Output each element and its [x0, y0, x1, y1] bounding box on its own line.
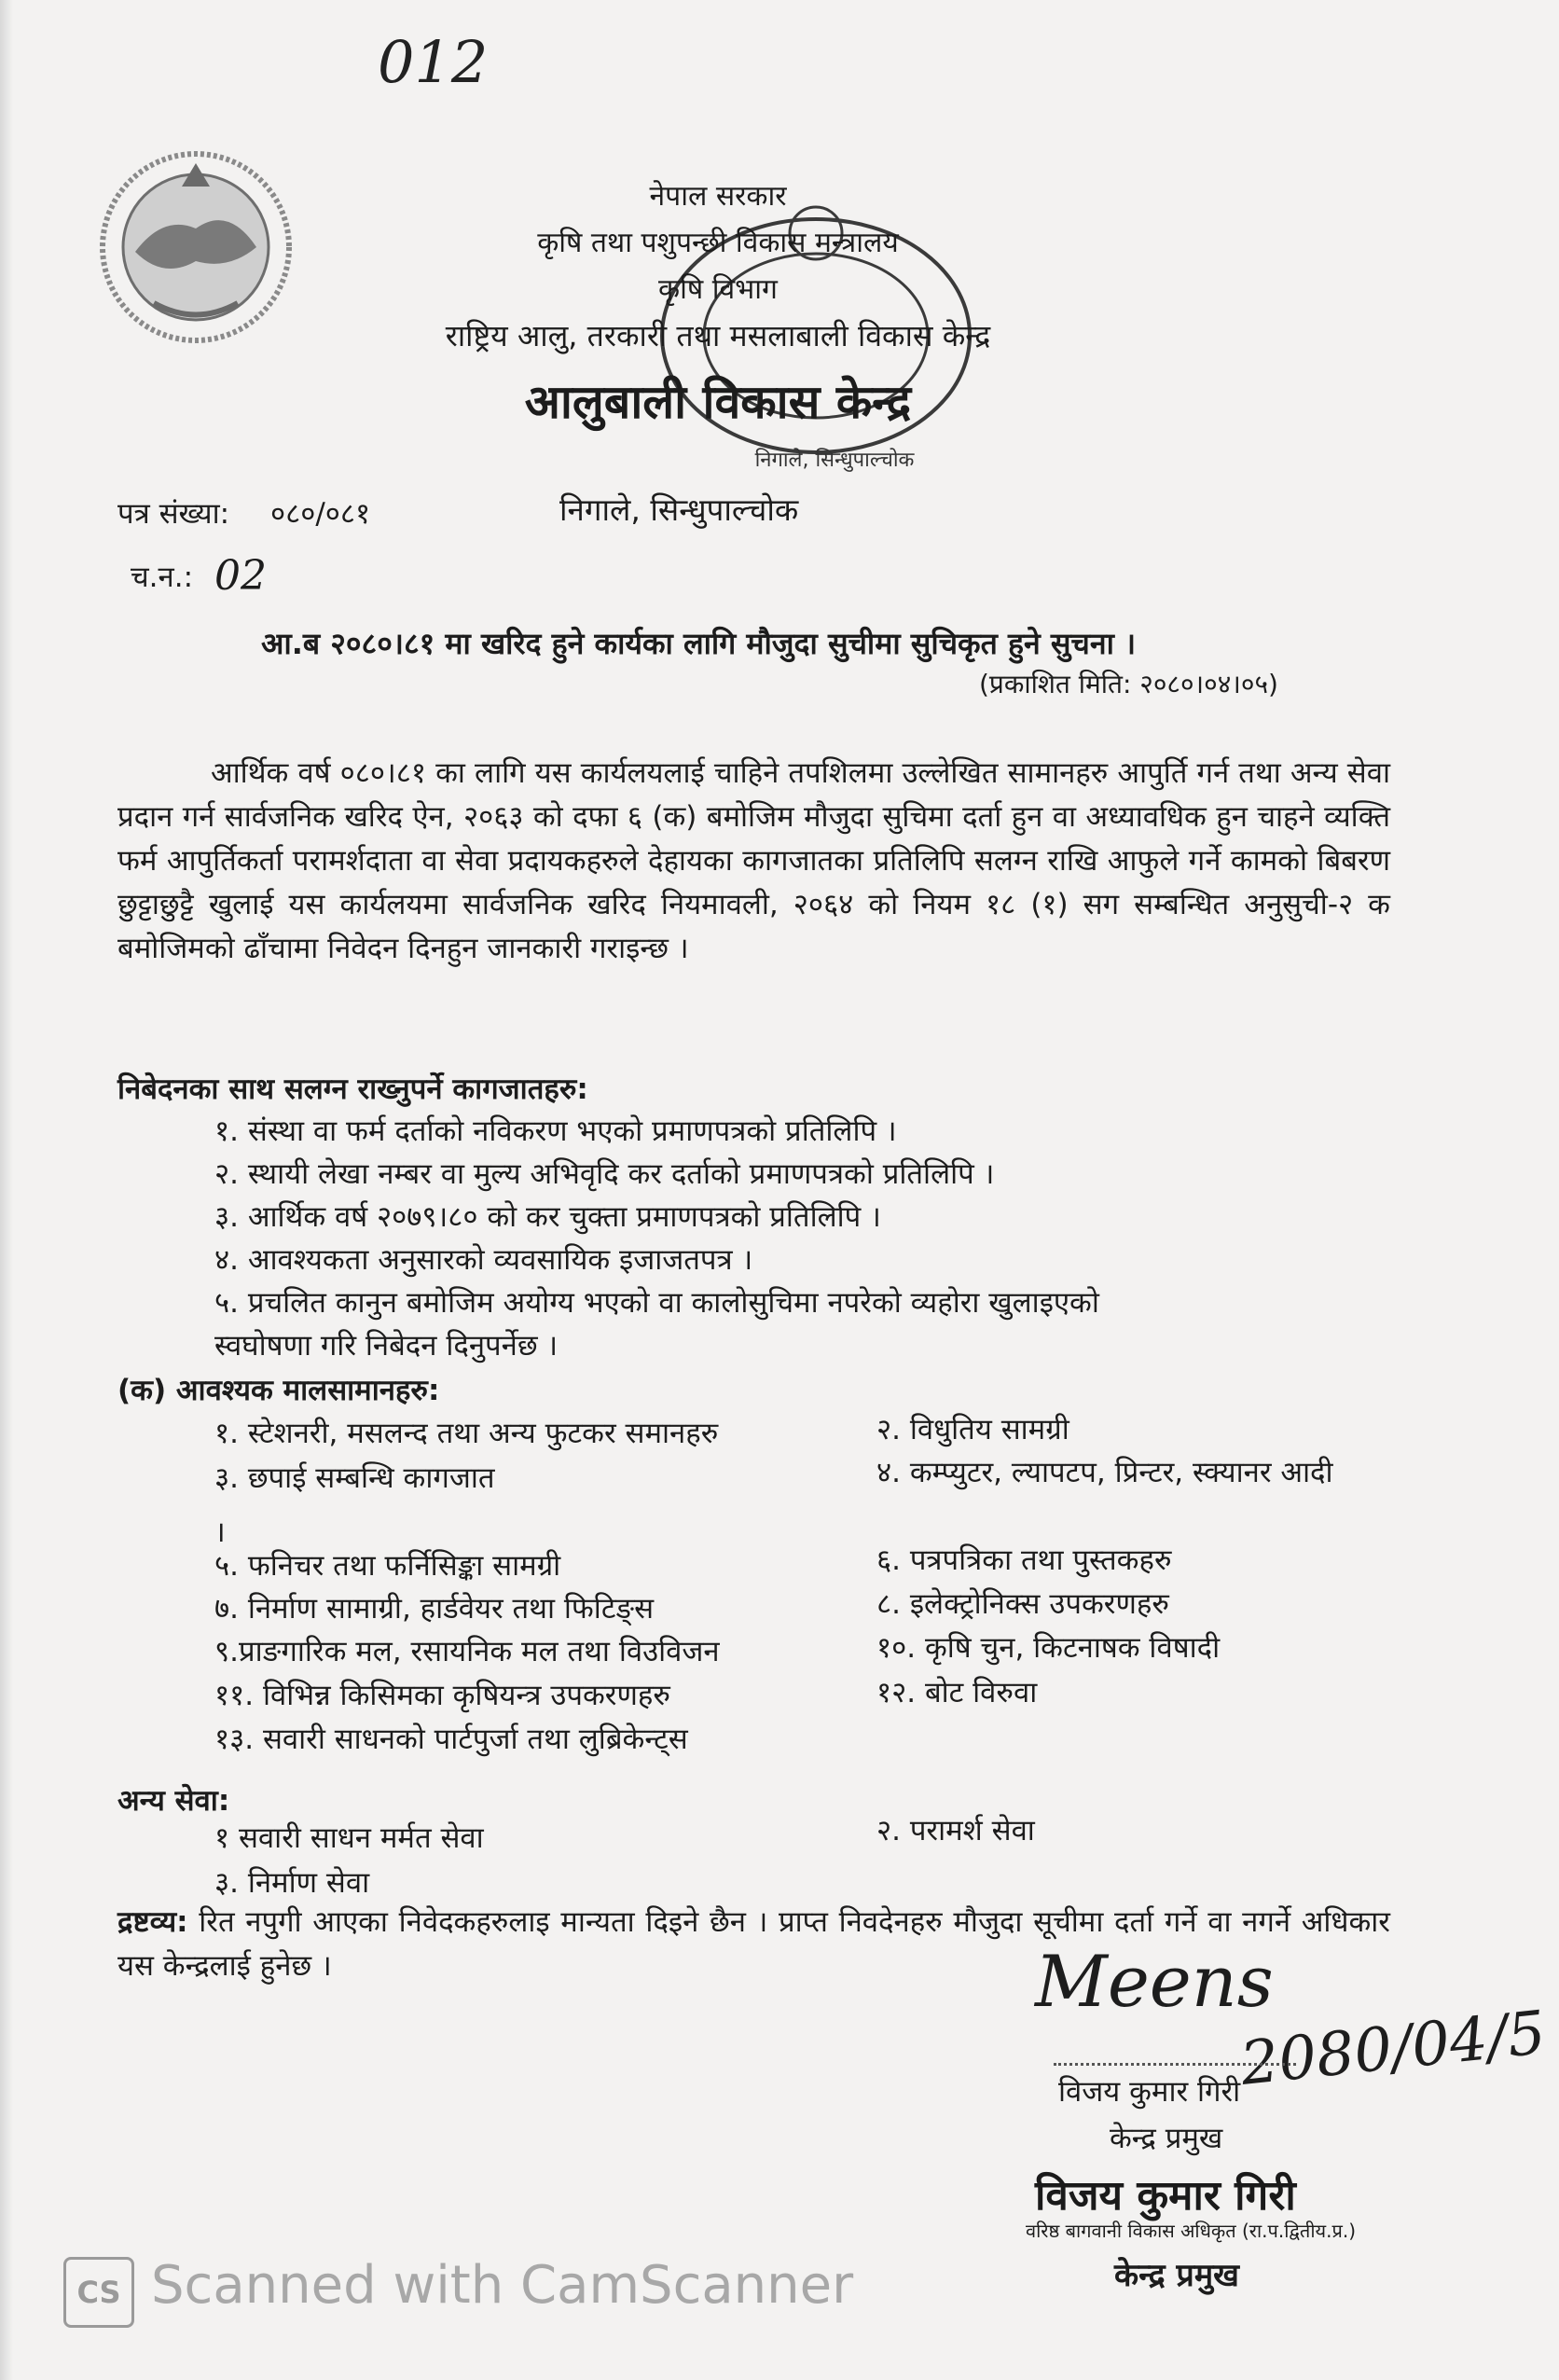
document-item: स्वघोषणा गरि निबेदन दिनुपर्नेछ ।: [214, 1329, 559, 1363]
goods-item: ११. विभिन्न किसिमका कृषियन्त्र उपकरणहरु: [214, 1679, 670, 1712]
service-item: ३. निर्माण सेवा: [214, 1866, 370, 1900]
stamp-inner-text: निगाले, सिन्धुपाल्चोक: [754, 449, 915, 472]
goods-item: ५. फनिचर तथा फर्निसिङ्का सामग्री: [214, 1549, 561, 1583]
goods-item: ३. छपाई सम्बन्धि कागजात: [214, 1461, 495, 1495]
note-label: द्रष्टव्य:: [117, 1905, 188, 1939]
stamp-name: विजय कुमार गिरी: [1035, 2172, 1296, 2220]
goods-item: १. स्टेशनरी, मसलन्द तथा अन्य फुटकर समानहरु: [214, 1417, 719, 1450]
subject: आ.ब २०८०।८१ मा खरिद हुने कार्यका लागि मौजुदा सुचीमा सुचिकृत हुने सुचना ।: [261, 626, 1137, 661]
goods-item: ९.प्राङगारिक मल, रसायनिक मल तथा विउविजन: [214, 1635, 720, 1668]
document-item: १. संस्था वा फर्म दर्ताको नविकरण भएको प्रमाणपत्रको प्रतिलिपि ।: [214, 1114, 897, 1148]
document-item: ५. प्रचलित कानुन बमोजिम अयोग्य भएको वा कालोसुचिमा नपरेको व्यहोरा खुलाइएको: [214, 1286, 1099, 1320]
header-center: राष्ट्रिय आलु, तरकारी तथा मसलाबाली विकास केन्द्र: [445, 318, 991, 353]
signatory-name: विजय कुमार गिरी: [1058, 2075, 1241, 2109]
header-department: कृषि विभाग: [658, 273, 778, 306]
goods-item: ४. कम्प्युटर, ल्यापटप, प्रिन्टर, स्क्यानर आदी: [876, 1456, 1333, 1489]
document-item: ४. आवश्यकता अनुसारको व्यवसायिक इजाजतपत्र ।: [214, 1243, 753, 1277]
published-date: (प्रकाशित मिति: २०८०।०४।०५): [979, 669, 1278, 699]
goods-item: १३. सवारी साधनको पार्टपुर्जा तथा लुब्रिकेन्ट्स: [214, 1723, 688, 1756]
goods-item: १२. बोट विरुवा: [876, 1676, 1038, 1709]
camscanner-logo-icon: CS: [63, 2257, 134, 2328]
page-edge: [0, 0, 13, 2380]
office-location: निगाले, सिन्धुपाल्चोक: [559, 491, 799, 528]
camscanner-watermark: Scanned with CamScanner: [151, 2255, 854, 2316]
nepal-emblem: [89, 140, 303, 354]
goods-item: १०. कृषि चुन, किटनाषक विषादी: [876, 1631, 1221, 1665]
chana-value: 02: [214, 552, 267, 600]
signatory-title: केन्द्र प्रमुख: [1110, 2122, 1223, 2155]
goods-item: ।: [214, 1515, 226, 1549]
stamp-title: केन्द्र प्रमुख: [1114, 2257, 1239, 2294]
goods-item: ७. निर्माण सामाग्री, हार्डवेयर तथा फिटिङ्स: [214, 1592, 655, 1626]
patra-label: पत्र संख्या:: [117, 497, 230, 531]
patra-value: ०८०/०८१: [270, 497, 371, 531]
service-item: २. परामर्श सेवा: [876, 1814, 1035, 1847]
document-item: २. स्थायी लेखा नम्बर वा मुल्य अभिवृदि कर दर्ताको प्रमाणपत्रको प्रतिलिपि ।: [214, 1157, 995, 1191]
signature-line: [1054, 2063, 1296, 2066]
document-item: ३. आर्थिक वर्ष २०७९।८० को कर चुक्ता प्रमाणपत्रको प्रतिलिपि ।: [214, 1200, 881, 1234]
signature-scribble: Meens: [1035, 1940, 1274, 2023]
goods-item: ६. पत्रपत्रिका तथा पुस्तकहरु: [876, 1543, 1172, 1577]
header-office-name: आलुबाली विकास केन्द्र: [524, 375, 912, 429]
service-item: १ सवारी साधन मर्मत सेवा: [214, 1821, 484, 1855]
handwritten-number: 012: [378, 28, 489, 96]
documents-heading: निबेदनका साथ सलग्न राख्नुपर्ने कागजातहरु:: [117, 1072, 588, 1106]
header-ministry: कृषि तथा पशुपन्छी विकास मन्त्रालय: [537, 227, 899, 259]
chana-label: च.न.:: [131, 560, 194, 594]
goods-item: २. विधुतिय सामग्री: [876, 1413, 1069, 1446]
signature-date: 2080/04/5: [1237, 1999, 1550, 2099]
services-heading: अन्य सेवा:: [117, 1784, 230, 1818]
body-paragraph: आर्थिक वर्ष ०८०।८१ का लागि यस कार्यलयलाई चाहिने तपशिलमा उल्लेखित सामानहरु आपुर्ति गर्न तथा अन्य सेवा प्रदान गर्न सार्वजनिक खरिद ऐन, २०६३ को दफा ६ (क) बमोजिम मौजुदा सुचिमा दर्ता हुन वा अध्यावधिक हुन चाहने व्यक्ति फर्म आपुर्तिकर्ता परामर्शदाता वा सेवा प्रदायकहरुले देहायका कागजातका प्रतिलिपि सलग्न राखि आफुले गर्ने कामको बिबरण छुट्टाछुट्टै खुलाई यस कार्यलयमा सार्वजनिक खरिद नियमावली, २०६४ को नियम १८ (१) सग सम्बन्धित अनुसुची-२ क बमोजिमको ढाँचामा निवेदन दिनहुन जानकारी गराइन्छ ।: [117, 756, 1390, 965]
note-text: रित नपुगी आएका निवेदकहरुलाइ मान्यता दिइने छैन । प्राप्त निवदेनहरु मौजुदा सूचीमा दर्ता गर्ने वा नगर्ने अधिकार यस केन्द्रलाई हुनेछ ।: [117, 1905, 1390, 1983]
goods-heading: (क) आवश्यक मालसामानहरु:: [117, 1374, 440, 1407]
header-government: नेपाल सरकार: [649, 180, 787, 213]
stamp-designation: वरिष्ठ बागवानी विकास अधिकृत (रा.प.द्वितीय.प्र.): [1026, 2220, 1357, 2242]
goods-item: ८. इलेक्ट्रोनिक्स उपकरणहरु: [876, 1587, 1169, 1621]
